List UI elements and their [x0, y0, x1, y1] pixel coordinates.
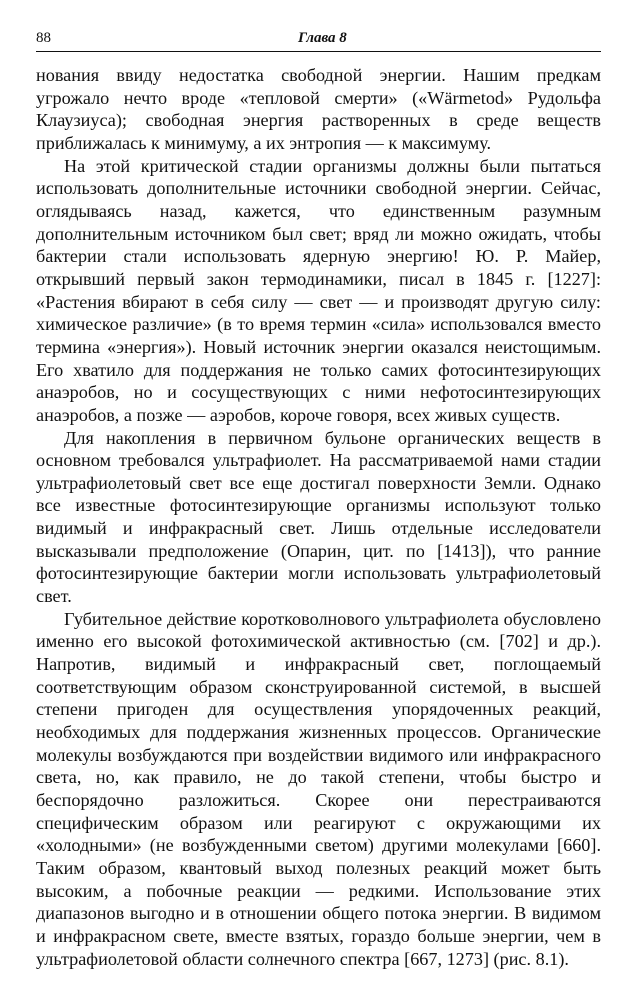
page-header [36, 26, 601, 50]
body-text [36, 64, 601, 970]
paragraph: Для накопления в первичном бульоне органических веществ в основном требовался ультрафиолет. На рассматриваемой нами стадии ультрафиолетовый свет все еще достигал поверхности Земли. Однако все известные фотосинтезирующие организмы используют только видимый и инфракрасный свет. Лишь отдельные исследователи высказывали предположение (Опарин, цит. по [1413]), что ранние фотосинтезирующие бактерии могли использовать ультрафиолетовый свет. [36, 427, 601, 607]
paragraph: На этой критической стадии организмы должны были пытаться использовать дополнительные источники свободной энергии. Сейчас, оглядываясь назад, кажется, что единственным разумным дополнительным источником был свет; вряд ли можно ожидать, чтобы бактерии стали использовать ядерную энергию! Ю. Р. Майер, открывший первый закон термодинамики, писал в 1845 г. [1227]: «Растения вбирают в себя силу — свет — и производят другую силу: химическое различие» (в то время термин «сила» использовался вместо термина «энергия»). Новый источник энергии оказался неистощимым. Его хватило для поддержания не только самих фотосинтезирующих анаэробов, но и сосуществующих с ними нефотосинтезирующих анаэробов, а позже — аэробов, короче говоря, всех живых существ. [36, 155, 601, 425]
paragraph: Губительное действие коротковолнового ультрафиолета обусловлено именно его высокой фотохимической активностью (см. [702] и др.). Напротив, видимый и инфракрасный свет, поглощаемый соответствующим образом сконструированной системой, в высшей степени пригоден для осуществления упорядоченных реакций, необходимых для поддержания жизненных процессов. Органические молекулы возбуждаются при воздействии видимого или инфракрасного света, но, как правило, не до такой степени, чтобы быстро и беспорядочно разложиться. Скорее они перестраиваются специфическим образом или реагируют с окружающими их «холодными» (не возбужденными светом) другими молекулами [660]. Таким образом, квантовый выход полезных реакций может быть высоким, а побочные реакции — редкими. Использование этих диапазонов выгодно и в отношении общего потока энергии. В видимом и инфракрасном свете, вместе взятых, гораздо больше энергии, чем в ультрафиолетовой области солнечного спектра [667, 1273] (рис. 8.1). [36, 608, 601, 969]
header-rule [36, 51, 601, 52]
running-head: Глава 8 [298, 30, 347, 46]
paragraph-continued: нования ввиду недостатка свободной энергии. Нашим предкам угрожало нечто вроде «тепловой смерти» («Wärmetod» Рудольфа Клаузиуса); свободная энергия растворенных в среде веществ приближалась к минимуму, а их энтропия — к максимуму. [36, 65, 601, 153]
page-number: 88 [36, 30, 51, 46]
